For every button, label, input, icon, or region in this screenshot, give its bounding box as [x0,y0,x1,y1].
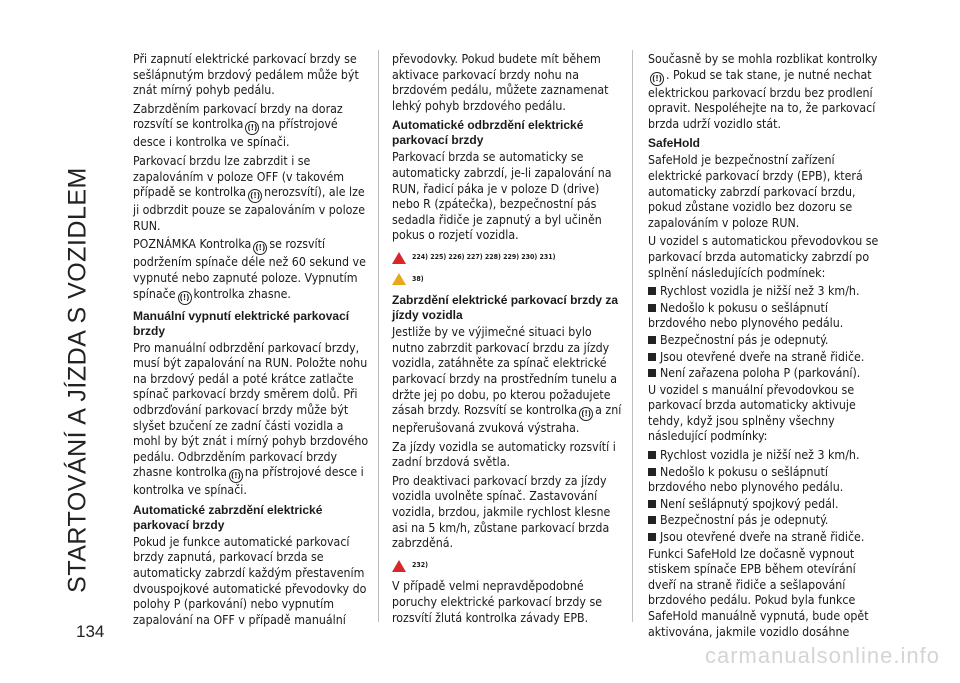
watermark[interactable]: carmanualsonline.info [704,643,940,668]
paragraph: U vozidel s manuální převodovkou se parkovací brzda automaticky aktivuje tehdy, když jsou splněny všechny následující podmínky: [648,382,856,444]
warning-triangle-icon [392,560,406,572]
page-number: 134 [76,622,105,641]
condition-list-manual [648,448,883,546]
list-item: Rychlost vozidla je nižší než 3 km/h. [648,284,883,300]
paragraph: Parkovací brzdu lze zabrzdit i se zapalováním v poloze OFF (v takovém případě se kontrolka (!) nerozsvítí), ale lze ji odbrzdit pouze se zapalováním v poloze RUN. [133,153,366,233]
brake-warning-icon: (!) [248,189,262,203]
brake-warning-icon: (!) [245,121,259,135]
caution-triangle-icon [392,273,406,285]
list-item: Bezpečnostní pás je odepnutý. [648,333,883,349]
chapter-title: STARTOVÁNÍ A JÍZDA S VOZIDLEM [63,167,92,593]
list-item: Nedošlo k pokusu o sešlápnutí brzdového nebo plynového pedálu. [648,464,844,495]
caution-references: 38) [392,272,624,288]
list-item: Bezpečnostní pás je odepnutý. [648,513,883,529]
section-heading: Automatické zabrzdění elektrické parkovací brzdy [133,502,323,532]
bullet-icon [648,451,656,459]
paragraph: Jestliže by ve výjimečné situaci bylo nutno zabrzdit parkovací brzdu za jízdy vozidla, zatáhněte za spínač elektrické parkovací brzdy na prostředním tunelu a držte jej po dobu, po kterou požadujete zásah brzdy. Rozsvítí se kontrolka (!) a zní nepřerušovaná zvuková výstraha. [392,325,622,436]
paragraph: Pro manuální odbrzdění parkovací brzdy, musí být zapalování na RUN. Položte nohu na brzdový pedál a poté krátce zatlačte spínač parkovací brzdy směrem dolů. Při odbrzďování parkovací brzdy může být slyšet bzučení ze zadní části vozidla a mohl by být znát i mírný pohyb brzdového pedálu. Odbrzděním parkovací brzdy zhasne kontrolka (!) na přístrojové desce i kontrolka ve spínači. [133,340,369,498]
bullet-icon [648,369,656,377]
warning-references: 224) 225) 226) 227) 228) 229) 230) 231) [392,250,624,266]
bullet-icon [648,336,656,344]
paragraph: V případě velmi nepravděpodobné poruchy elektrické parkovací brzdy se rozsvítí žlutá kontrolka závady EPB. [392,579,603,625]
paragraph: U vozidel s automatickou převodovkou se parkovací brzda automaticky zabrzdí po splnění následujících podmínek: [648,234,879,280]
list-item: Jsou otevřené dveře na straně řidiče. [648,530,883,546]
bullet-icon [648,353,656,361]
column-divider [632,50,633,622]
column-3 [648,52,883,643]
brake-warning-icon: (!) [579,407,593,421]
condition-list-automatic [648,284,883,382]
paragraph: Parkovací brzda se automaticky se automaticky zabrzdí, je-li zapalování na RUN, řadicí páka je v poloze D (drive) nebo R (zpátečka), bezpečnostní pás sedadla řidiče je zapnutý a byl učiněn pokus o rozjetí vozidla. [392,150,612,243]
brake-warning-icon: (!) [253,241,267,255]
bullet-icon [648,516,656,524]
warning-triangle-icon [392,252,406,264]
paragraph: převodovky. Pokud budete mít během aktivace parkovací brzdy nohu na brzdovém pedálu, můžete zaznamenat lehký pohyb brzdového pedálu. [392,52,609,113]
warning-references: 232) [392,558,624,574]
paragraph: Současně by se mohla rozblikat kontrolky(!) . Pokud se tak stane, je nutné nechat elektrickou parkovací brzdu bez prodlení opravit. Nespoléhejte na to, že parkovací brzda udrží vozidlo stát. [648,52,878,131]
paragraph: Zabrzděním parkovací brzdy na doraz rozsvítí se kontrolka (!) na přístrojové desce i kontrolka ve spínači. [133,101,343,150]
section-heading: Automatické odbrzdění elektrické parkovací brzdy [392,118,584,148]
bullet-icon [648,287,656,295]
note-paragraph: POZNÁMKA Kontrolka (!) se rozsvítí podržením spínače déle než 60 sekund ve vypnuté nebo zapnuté poloze. Vypnutím spínače (!) kontrolka zhasne. [133,237,369,304]
list-item: Nedošlo k pokusu o sešlápnutí brzdového nebo plynového pedálu. [648,300,844,331]
column-divider [378,50,379,622]
paragraph: Při zapnutí elektrické parkovací brzdy se sešlápnutým brzdový pedálem může být znát mírný pohyb pedálu. [133,52,359,98]
brake-warning-icon: (!) [650,72,664,86]
bullet-icon [648,533,656,541]
column-1 [133,52,369,631]
list-item: Není zařazena poloha P (parkování). [648,366,883,382]
column-2 [392,52,624,629]
list-item: Rychlost vozidla je nižší než 3 km/h. [648,448,883,464]
list-item: Jsou otevřené dveře na straně řidiče. [648,350,883,366]
paragraph: Pokud je funkce automatické parkovací brzdy zapnutá, parkovací brzda se automaticky zabrzdí každým přestavením dvouspojkové automatické převodovky do polohy P (parkování) nebo vypnutím zapalování na OFF v případě manuální [133,534,367,627]
brake-warning-icon: (!) [178,291,192,305]
paragraph: Za jízdy vozidla se automaticky rozsvítí i zadní brzdová světla. [392,439,616,470]
paragraph: SafeHold je bezpečnostní zařízení elektrické parkovací brzdy (EPB), která automaticky zabrzdí parkovací brzdu, pokud zůstane vozidlo bez dozoru se zapalováním v poloze RUN. [648,153,863,230]
list-item: Není sešlápnutý spojkový pedál. [648,497,883,513]
section-heading: SafeHold [648,136,701,151]
section-heading: Zabrzdění elektrické parkovací brzdy za jízdy vozidla [392,293,619,323]
paragraph: Pro deaktivaci parkovací brzdy za jízdy vozidla uvolněte spínač. Zastavování vozidla, brzdou, jakmile rychlost klesne asi na 5 km/h, zůstane parkovací brzda zabrzděná. [392,473,611,551]
paragraph: Funkci SafeHold lze dočasně vypnout stiskem spínače EPB během otevírání dveří na straně řidiče a sešlapování brzdového pedálu. Pokud byla funkce SafeHold manuálně vypnutá, bude opět aktivována, jakmile vozidlo dosáhne [648,546,869,639]
bullet-icon [648,468,656,476]
brake-warning-icon: (!) [229,469,243,483]
section-heading: Manuální vypnutí elektrické parkovací brzdy [133,308,350,338]
bullet-icon [648,304,656,312]
bullet-icon [648,500,656,508]
